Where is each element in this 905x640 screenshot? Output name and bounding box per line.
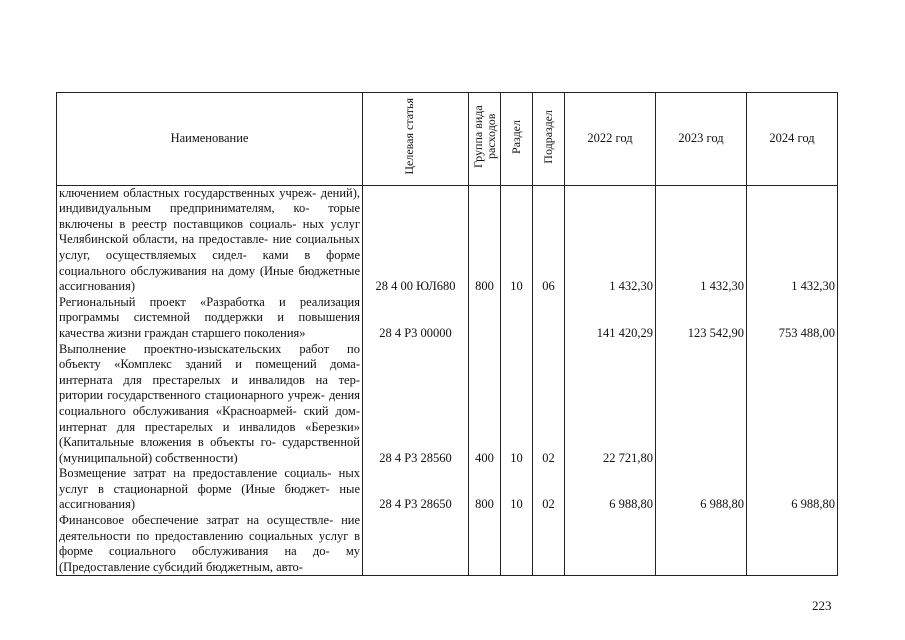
row-2024: 6 988,80 — [747, 466, 838, 513]
page-number: 223 — [812, 598, 832, 613]
row-2023: 123 542,90 — [656, 295, 747, 342]
header-expense-group — [469, 93, 501, 186]
row-target: 28 4 00 ЮЛ680 — [363, 185, 469, 295]
table-row — [57, 466, 838, 513]
header-year-2023: 2023 год — [656, 93, 747, 186]
budget-table — [56, 92, 838, 576]
row-section: 10 — [501, 342, 533, 467]
row-2023: 1 432,30 — [656, 185, 747, 295]
header-year-2022: 2022 год — [565, 93, 656, 186]
row-2022 — [565, 513, 656, 576]
row-2023 — [656, 342, 747, 467]
row-section: 10 — [501, 185, 533, 295]
row-target: 28 4 P3 28650 — [363, 466, 469, 513]
row-2024 — [747, 342, 838, 467]
table-row — [57, 342, 838, 467]
row-name: Финансовое обеспечение затрат на осуществле- ние деятельности по предоставлению социальных услуг в форме социального обслуживания на до- му (Предоставление субсидий бюджетным, авто- — [57, 513, 363, 576]
row-subsection: 02 — [533, 342, 565, 467]
row-target: 28 4 P3 28560 — [363, 342, 469, 467]
row-2022: 1 432,30 — [565, 185, 656, 295]
header-subsection-label: Подраздел — [541, 109, 555, 164]
row-target — [363, 513, 469, 576]
row-subsection: 06 — [533, 185, 565, 295]
row-name: Региональный проект «Разработка и реализация программы системной поддержки и повышения качества жизни граждан старшего поколения» — [57, 295, 363, 342]
row-subsection: 02 — [533, 466, 565, 513]
header-name: Наименование — [57, 93, 363, 186]
table-header-row — [57, 93, 838, 186]
header-year-2024: 2024 год — [747, 93, 838, 186]
row-name: Возмещение затрат на предоставление социаль- ных услуг в стационарной форме (Иные бюджет- ные ассигнования) — [57, 466, 363, 513]
header-expense-group-label: Группа вида расходов — [470, 105, 498, 168]
row-group — [469, 295, 501, 342]
header-section-label: Раздел — [509, 119, 523, 154]
row-2024 — [747, 513, 838, 576]
row-group: 800 — [469, 185, 501, 295]
row-2022: 22 721,80 — [565, 342, 656, 467]
row-name: ключением областных государственных учреж- дений), индивидуальным предпринимателям, ко- торые включены в реестр поставщиков социаль- ных услуг Челябинской области, на предоставле- ние социальных услуг, осуществляемых сидел- ками в форме социального обслуживания на дому (Иные бюджетные ассигнования) — [57, 185, 363, 295]
row-name: Выполнение проектно-изыскательских работ по объекту «Комплекс зданий и помещений дома- интерната для престарелых и инвалидов на тер- ритории государственного стационарного учреж- дения социального обслуживания «Красноармей- ский дом-интернат для престарелых и инвалидов «Березки» (Капитальные вложения в объекты го- сударственной (муниципальной) собственности) — [57, 342, 363, 467]
row-subsection — [533, 295, 565, 342]
row-group — [469, 513, 501, 576]
row-subsection — [533, 513, 565, 576]
row-section — [501, 295, 533, 342]
table-row — [57, 295, 838, 342]
row-2022: 6 988,80 — [565, 466, 656, 513]
row-2022: 141 420,29 — [565, 295, 656, 342]
row-section: 10 — [501, 466, 533, 513]
row-2023 — [656, 513, 747, 576]
row-group: 400 — [469, 342, 501, 467]
header-section — [501, 93, 533, 186]
table-row — [57, 513, 838, 576]
header-subsection — [533, 93, 565, 186]
row-2024: 1 432,30 — [747, 185, 838, 295]
row-group: 800 — [469, 466, 501, 513]
row-section — [501, 513, 533, 576]
header-target-label: Целевая статья — [401, 98, 416, 175]
row-target: 28 4 P3 00000 — [363, 295, 469, 342]
row-2023: 6 988,80 — [656, 466, 747, 513]
table-row — [57, 185, 838, 295]
header-target — [363, 93, 469, 186]
row-2024: 753 488,00 — [747, 295, 838, 342]
